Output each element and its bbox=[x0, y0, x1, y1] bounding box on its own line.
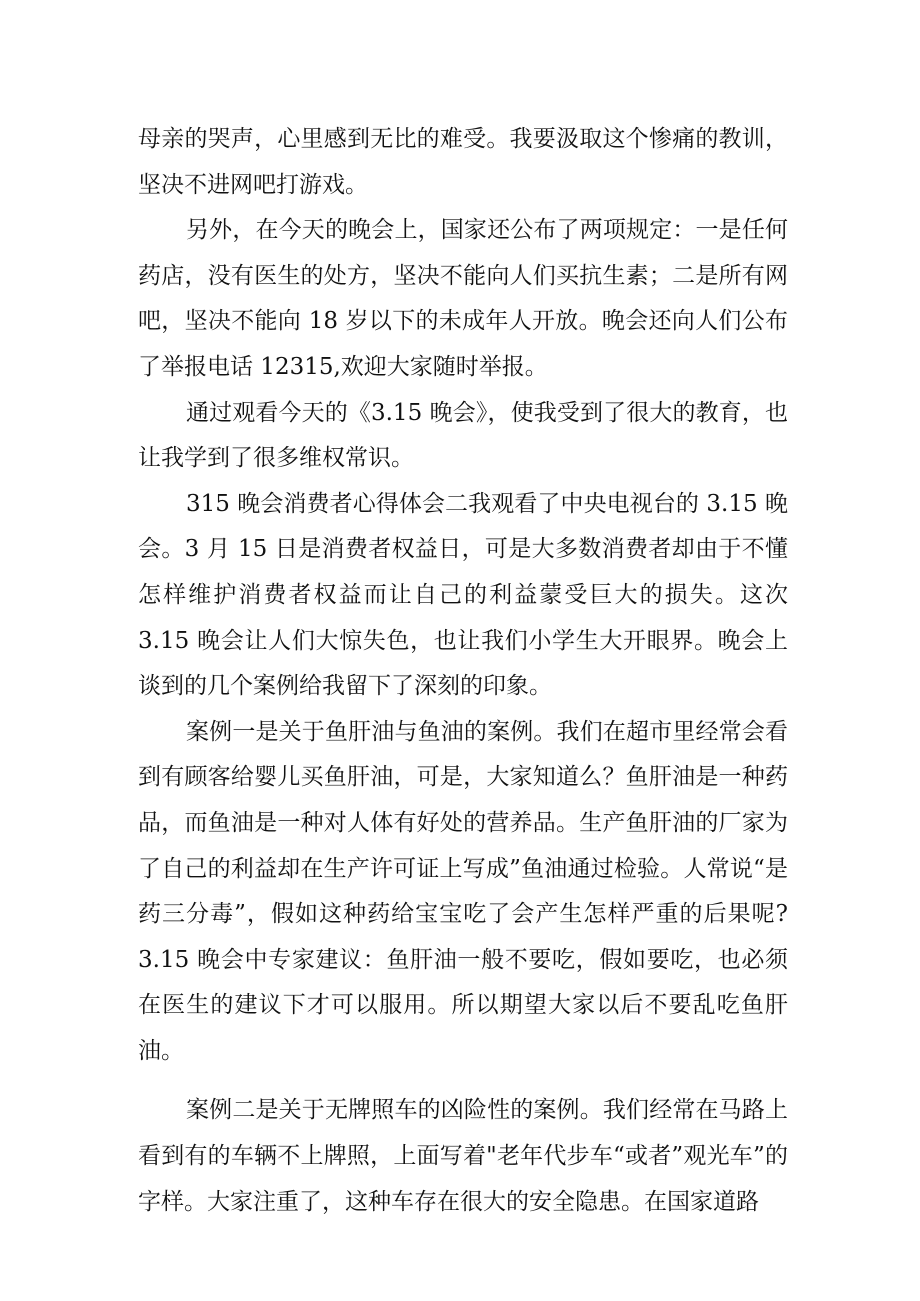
paragraph-regulations: 另外，在今天的晚会上，国家还公布了两项规定：一是任何药店，没有医生的处方，坚决不能向人们买抗生素；二是所有网吧，坚决不能向 18 岁以下的未成年人开放。晚会还向人们公布了举报电话 12315,欢迎大家随时举报。 bbox=[138, 217, 788, 380]
paragraph-continuation: 母亲的哭声，心里感到无比的难受。我要汲取这个惨痛的教训，坚决不进网吧打游戏。 bbox=[138, 126, 788, 198]
body-text bbox=[138, 117, 788, 1225]
paragraph-case-two: 案例二是关于无牌照车的凶险性的案例。我们经常在马路上看到有的车辆不上牌照，上面写着"老年代步车“或者”观光车”的字样。大家注重了，这种车存在很大的安全隐患。在国家道路 bbox=[138, 1097, 788, 1215]
paragraph-case-one: 案例一是关于鱼肝油与鱼油的案例。我们在超市里经常会看到有顾客给婴儿买鱼肝油，可是，大家知道么？鱼肝油是一种药品，而鱼油是一种对人体有好处的营养品。生产鱼肝油的厂家为了自己的利益却在生产许可证上写成”鱼油通过检验。人常说“是药三分毒”，假如这种药给宝宝吃了会产生怎样严重的后果呢?3.15 晚会中专家建议：鱼肝油一般不要吃，假如要吃，也必须在医生的建议下才可以服用。所以期望大家以后不要乱吃鱼肝油。 bbox=[138, 718, 788, 1064]
paragraph-education: 通过观看今天的《3.15 晚会》，使我受到了很大的教育，也让我学到了很多维权常识。 bbox=[138, 399, 788, 472]
paragraph-reflection-two: 315 晚会消费者心得体会二我观看了中央电视台的 3.15 晚会。3 月 15 日是消费者权益日，可是大多数消费者却由于不懂怎样维护消费者权益而让自己的利益蒙受巨大的损失。这次 3.15 晚会让人们大惊失色，也让我们小学生大开眼界。晚会上谈到的几个案例给我留下了深刻的印象。 bbox=[138, 490, 788, 700]
